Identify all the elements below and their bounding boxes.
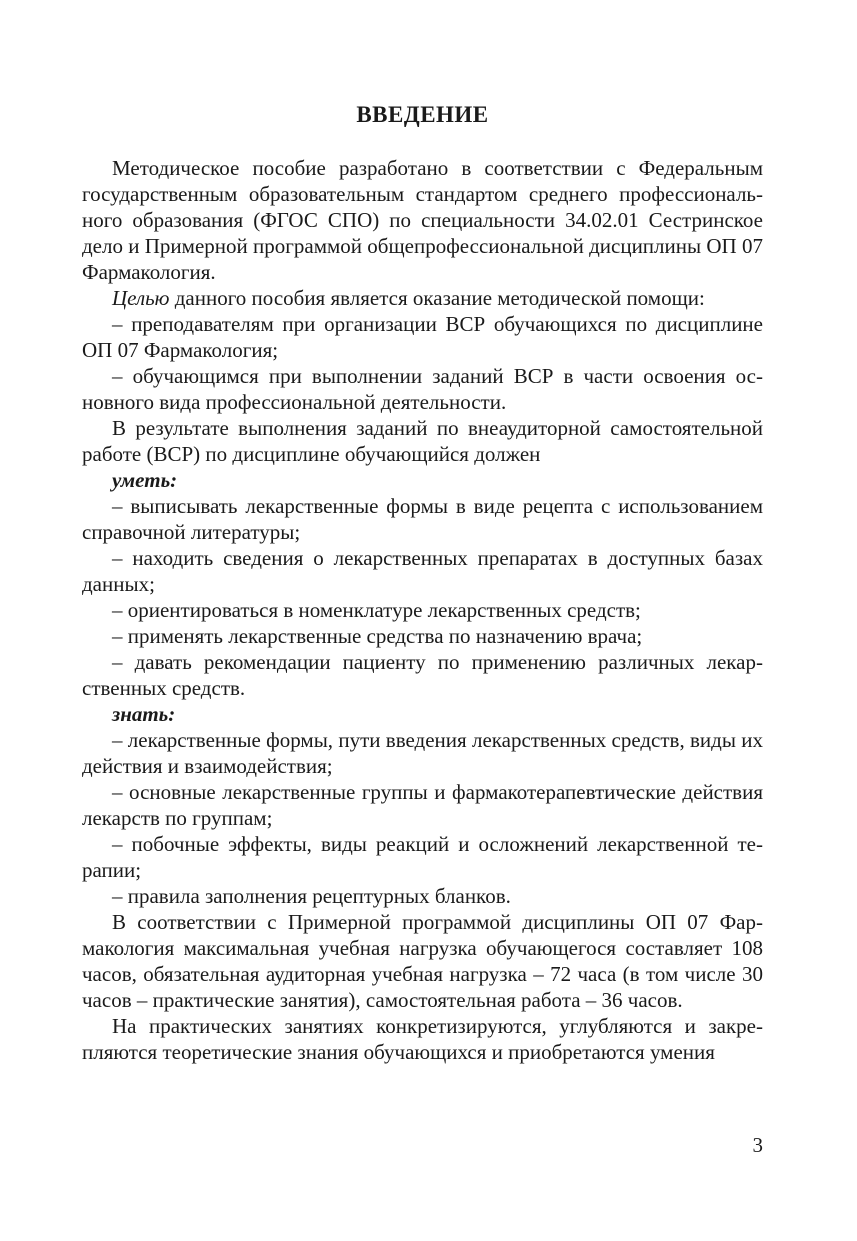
- heading-knowledge: знать:: [112, 702, 176, 726]
- list-item: – ориентироваться в номенклатуре лекарственных средств;: [112, 598, 641, 622]
- list-item: – обучающимся при выполнении заданий ВСР в части освоения основного вида профессиональной деятельности.: [82, 364, 763, 414]
- list-item: – основные лекарственные группы и фармакотерапевтические действия лекарств по группам;: [82, 780, 763, 830]
- page-title: ВВЕДЕНИЕ: [356, 102, 489, 127]
- list-item: – лекарственные формы, пути введения лекарственных средств, виды их действия и взаимодействия;: [82, 728, 763, 778]
- list-item: – правила заполнения рецептурных бланков.: [112, 884, 511, 908]
- paragraph-practice: На практических занятиях конкретизируются, углубляются и закрепляются теоретические знания обучающихся и приобретаются умения: [82, 1014, 763, 1064]
- paragraph-result: В результате выполнения заданий по внеаудиторной самостоятельной работе (ВСР) по дисциплине обучающийся должен: [82, 416, 763, 466]
- goal-text: данного пособия является оказание методической помощи:: [169, 286, 705, 310]
- list-item: – применять лекарственные средства по назначению врача;: [112, 624, 643, 648]
- paragraph-intro: Методическое пособие разработано в соответствии с Федеральным государственным образовательным стандартом среднего профессионального образования (ФГОС СПО) по специальности 34.02.01 Сестринское дело и Примерной программой общепрофессиональной дисциплины ОП 07 Фармакология.: [82, 156, 763, 284]
- list-item: – преподавателям при организации ВСР обучающихся по дисциплине ОП 07 Фармакология;: [82, 312, 763, 362]
- goal-lead: Целью: [112, 286, 170, 310]
- list-item: – находить сведения о лекарственных препаратах в доступных базах данных;: [82, 546, 763, 596]
- body-text: [82, 155, 763, 1065]
- paragraph-goal: [82, 285, 763, 311]
- list-item: – выписывать лекарственные формы в виде рецепта с использованием справочной литературы;: [82, 494, 763, 544]
- paragraph-hours: В соответствии с Примерной программой дисциплины ОП 07 Фармакология максимальная учебная нагрузка обучающегося составляет 108 часов, обязательная аудиторная учебная нагрузка – 72 часа (в том числе 30 часов – практические занятия), самостоятельная работа – 36 часов.: [82, 910, 763, 1012]
- page-number: 3: [752, 1133, 763, 1157]
- list-item: – давать рекомендации пациенту по применению различных лекарственных средств.: [82, 650, 763, 700]
- heading-skills: уметь:: [112, 468, 178, 492]
- list-item: – побочные эффекты, виды реакций и осложнений лекарственной терапии;: [82, 832, 763, 882]
